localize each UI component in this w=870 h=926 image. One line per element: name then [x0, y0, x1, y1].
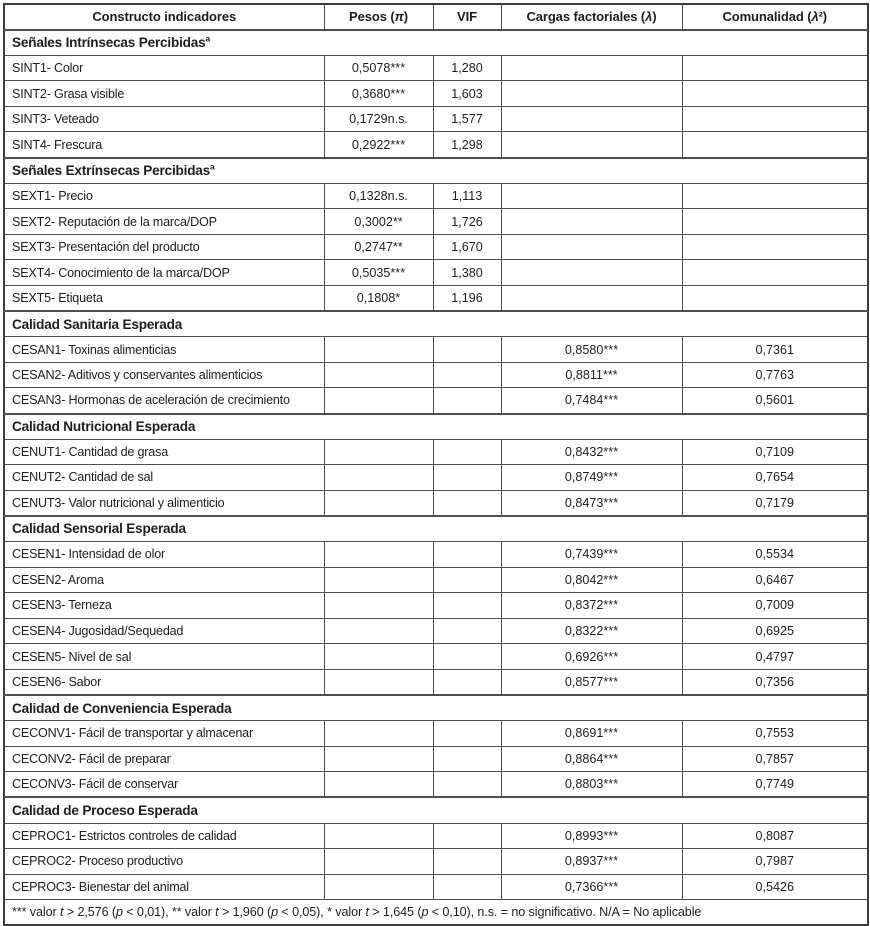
carga-cell — [501, 81, 682, 107]
carga-cell — [501, 132, 682, 158]
indicator-cell: CESEN4- Jugosidad/Sequedad — [4, 618, 324, 644]
vif-cell: 1,196 — [433, 286, 501, 312]
peso-cell: 0,1808* — [324, 286, 433, 312]
table-row — [4, 823, 868, 849]
section-title: Calidad Sanitaria Esperada — [4, 311, 868, 337]
peso-cell — [324, 593, 433, 619]
section-header-row — [4, 311, 868, 337]
comunalidad-cell: 0,7654 — [682, 465, 868, 491]
comunalidad-cell: 0,7361 — [682, 337, 868, 363]
column-header-carga: Cargas factoriales (λ) — [501, 4, 682, 30]
vif-cell — [433, 746, 501, 772]
table-row — [4, 669, 868, 695]
indicator-cell: CECONV2- Fácil de preparar — [4, 746, 324, 772]
vif-cell — [433, 490, 501, 516]
indicator-cell: CESAN2- Aditivos y conservantes alimenticios — [4, 362, 324, 388]
indicator-cell: CESEN2- Aroma — [4, 567, 324, 593]
carga-cell: 0,8042*** — [501, 567, 682, 593]
vif-cell — [433, 567, 501, 593]
carga-cell — [501, 106, 682, 132]
carga-cell: 0,8691*** — [501, 721, 682, 747]
vif-cell: 1,113 — [433, 183, 501, 209]
vif-cell — [433, 669, 501, 695]
indicator-cell: CEPROC2- Proceso productivo — [4, 849, 324, 875]
vif-cell: 1,280 — [433, 55, 501, 81]
vif-cell — [433, 874, 501, 900]
section-header-row — [4, 797, 868, 823]
indicator-cell: CESEN3- Terneza — [4, 593, 324, 619]
peso-cell — [324, 746, 433, 772]
carga-cell — [501, 234, 682, 260]
carga-cell: 0,8322*** — [501, 618, 682, 644]
vif-cell: 1,298 — [433, 132, 501, 158]
vif-cell — [433, 823, 501, 849]
section-header-row — [4, 30, 868, 56]
vif-cell: 1,726 — [433, 209, 501, 235]
vif-cell — [433, 644, 501, 670]
comunalidad-cell: 0,7179 — [682, 490, 868, 516]
comunalidad-cell: 0,7987 — [682, 849, 868, 875]
section-header-row — [4, 695, 868, 721]
comunalidad-cell — [682, 260, 868, 286]
carga-cell: 0,6926*** — [501, 644, 682, 670]
peso-cell — [324, 772, 433, 798]
carga-cell: 0,8937*** — [501, 849, 682, 875]
carga-cell: 0,8749*** — [501, 465, 682, 491]
table-header — [4, 4, 868, 30]
vif-cell: 1,603 — [433, 81, 501, 107]
peso-cell: 0,3680*** — [324, 81, 433, 107]
peso-cell — [324, 669, 433, 695]
table-row — [4, 81, 868, 107]
comunalidad-cell — [682, 286, 868, 312]
indicator-cell: CESEN1- Intensidad de olor — [4, 541, 324, 567]
table-row — [4, 567, 868, 593]
carga-cell — [501, 286, 682, 312]
column-header-peso: Pesos (π) — [324, 4, 433, 30]
table-row — [4, 439, 868, 465]
vif-cell — [433, 772, 501, 798]
peso-cell — [324, 823, 433, 849]
indicator-cell: CECONV1- Fácil de transportar y almacenar — [4, 721, 324, 747]
peso-cell: 0,1328n.s. — [324, 183, 433, 209]
comunalidad-cell: 0,7763 — [682, 362, 868, 388]
indicator-cell: SINT2- Grasa visible — [4, 81, 324, 107]
comunalidad-cell: 0,7857 — [682, 746, 868, 772]
table-row — [4, 209, 868, 235]
vif-cell — [433, 337, 501, 363]
carga-cell — [501, 55, 682, 81]
table-row — [4, 772, 868, 798]
carga-cell: 0,8811*** — [501, 362, 682, 388]
table-row — [4, 337, 868, 363]
peso-cell — [324, 337, 433, 363]
table-row — [4, 388, 868, 414]
column-header-vif: VIF — [433, 4, 501, 30]
vif-cell: 1,577 — [433, 106, 501, 132]
comunalidad-cell: 0,5601 — [682, 388, 868, 414]
peso-cell: 0,5078*** — [324, 55, 433, 81]
results-table — [3, 3, 869, 926]
section-header-row — [4, 158, 868, 184]
indicator-cell: CESEN6- Sabor — [4, 669, 324, 695]
vif-cell: 1,670 — [433, 234, 501, 260]
comunalidad-cell — [682, 55, 868, 81]
indicator-cell: CECONV3- Fácil de conservar — [4, 772, 324, 798]
indicator-cell: SINT3- Veteado — [4, 106, 324, 132]
carga-cell — [501, 183, 682, 209]
indicator-cell: SINT4- Frescura — [4, 132, 324, 158]
column-header-indicator: Constructo indicadores — [4, 4, 324, 30]
table-row — [4, 490, 868, 516]
comunalidad-cell: 0,6925 — [682, 618, 868, 644]
vif-cell: 1,380 — [433, 260, 501, 286]
peso-cell: 0,5035*** — [324, 260, 433, 286]
comunalidad-cell: 0,7009 — [682, 593, 868, 619]
comunalidad-cell: 0,5534 — [682, 541, 868, 567]
table-row — [4, 106, 868, 132]
carga-cell: 0,8577*** — [501, 669, 682, 695]
indicator-cell: CEPROC3- Bienestar del animal — [4, 874, 324, 900]
vif-cell — [433, 849, 501, 875]
vif-cell — [433, 465, 501, 491]
table-row — [4, 849, 868, 875]
peso-cell: 0,3002** — [324, 209, 433, 235]
table-row — [4, 746, 868, 772]
table-body — [4, 30, 868, 926]
peso-cell — [324, 721, 433, 747]
table-row — [4, 55, 868, 81]
table-row — [4, 618, 868, 644]
peso-cell: 0,2747** — [324, 234, 433, 260]
carga-cell: 0,8864*** — [501, 746, 682, 772]
vif-cell — [433, 541, 501, 567]
indicator-cell: SEXT5- Etiqueta — [4, 286, 324, 312]
comunalidad-cell: 0,8087 — [682, 823, 868, 849]
comunalidad-cell — [682, 209, 868, 235]
carga-cell: 0,8993*** — [501, 823, 682, 849]
section-title: Calidad de Proceso Esperada — [4, 797, 868, 823]
peso-cell — [324, 618, 433, 644]
table-row — [4, 541, 868, 567]
carga-cell — [501, 209, 682, 235]
peso-cell — [324, 465, 433, 491]
indicator-cell: CESEN5- Nivel de sal — [4, 644, 324, 670]
peso-cell — [324, 362, 433, 388]
indicator-cell: SEXT3- Presentación del producto — [4, 234, 324, 260]
table-row — [4, 593, 868, 619]
comunalidad-cell: 0,6467 — [682, 567, 868, 593]
comunalidad-cell: 0,7553 — [682, 721, 868, 747]
vif-cell — [433, 618, 501, 644]
indicator-cell: CESAN1- Toxinas alimenticias — [4, 337, 324, 363]
indicator-cell: SEXT1- Precio — [4, 183, 324, 209]
section-title: Calidad Sensorial Esperada — [4, 516, 868, 542]
peso-cell — [324, 644, 433, 670]
vif-cell — [433, 439, 501, 465]
vif-cell — [433, 721, 501, 747]
table-row — [4, 183, 868, 209]
indicator-cell: CENUT3- Valor nutricional y alimenticio — [4, 490, 324, 516]
table-row — [4, 465, 868, 491]
vif-cell — [433, 362, 501, 388]
table-header-row — [4, 4, 868, 30]
section-title: Calidad de Conveniencia Esperada — [4, 695, 868, 721]
peso-cell — [324, 388, 433, 414]
comunalidad-cell: 0,5426 — [682, 874, 868, 900]
table-row — [4, 260, 868, 286]
carga-cell — [501, 260, 682, 286]
carga-cell: 0,7484*** — [501, 388, 682, 414]
comunalidad-cell — [682, 234, 868, 260]
carga-cell: 0,8580*** — [501, 337, 682, 363]
peso-cell — [324, 874, 433, 900]
comunalidad-cell: 0,7109 — [682, 439, 868, 465]
peso-cell — [324, 849, 433, 875]
carga-cell: 0,7439*** — [501, 541, 682, 567]
indicator-cell: CENUT2- Cantidad de sal — [4, 465, 324, 491]
significance-footnote: *** valor t > 2,576 (p < 0,01), ** valor t > 1,960 (p < 0,05), * valor t > 1,645 (p < 0,10), n.s. = no significativo. N/A = No aplicable — [4, 900, 868, 926]
vif-cell — [433, 593, 501, 619]
column-header-comunalidad: Comunalidad (λ²) — [682, 4, 868, 30]
section-header-row — [4, 516, 868, 542]
table-row — [4, 644, 868, 670]
section-header-row — [4, 414, 868, 440]
table-row — [4, 132, 868, 158]
comunalidad-cell — [682, 132, 868, 158]
peso-cell — [324, 541, 433, 567]
carga-cell: 0,8372*** — [501, 593, 682, 619]
indicator-cell: CENUT1- Cantidad de grasa — [4, 439, 324, 465]
peso-cell: 0,1729n.s. — [324, 106, 433, 132]
indicator-cell: CEPROC1- Estrictos controles de calidad — [4, 823, 324, 849]
comunalidad-cell — [682, 106, 868, 132]
comunalidad-cell: 0,4797 — [682, 644, 868, 670]
table-row — [4, 286, 868, 312]
table-row — [4, 362, 868, 388]
peso-cell — [324, 439, 433, 465]
peso-cell: 0,2922*** — [324, 132, 433, 158]
carga-cell: 0,7366*** — [501, 874, 682, 900]
indicator-cell: CESAN3- Hormonas de aceleración de crecimiento — [4, 388, 324, 414]
indicator-cell: SEXT4- Conocimiento de la marca/DOP — [4, 260, 324, 286]
carga-cell: 0,8432*** — [501, 439, 682, 465]
peso-cell — [324, 567, 433, 593]
indicator-cell: SEXT2- Reputación de la marca/DOP — [4, 209, 324, 235]
carga-cell: 0,8473*** — [501, 490, 682, 516]
comunalidad-cell: 0,7749 — [682, 772, 868, 798]
peso-cell — [324, 490, 433, 516]
comunalidad-cell — [682, 183, 868, 209]
table-row — [4, 721, 868, 747]
table-row — [4, 874, 868, 900]
comunalidad-cell — [682, 81, 868, 107]
carga-cell: 0,8803*** — [501, 772, 682, 798]
section-title: Señales Intrínsecas Percibidas$^a$ — [4, 30, 868, 56]
table-row — [4, 234, 868, 260]
vif-cell — [433, 388, 501, 414]
section-title: Calidad Nutricional Esperada — [4, 414, 868, 440]
comunalidad-cell: 0,7356 — [682, 669, 868, 695]
indicator-cell: SINT1- Color — [4, 55, 324, 81]
section-title: Señales Extrínsecas Percibidas$^a$ — [4, 158, 868, 184]
